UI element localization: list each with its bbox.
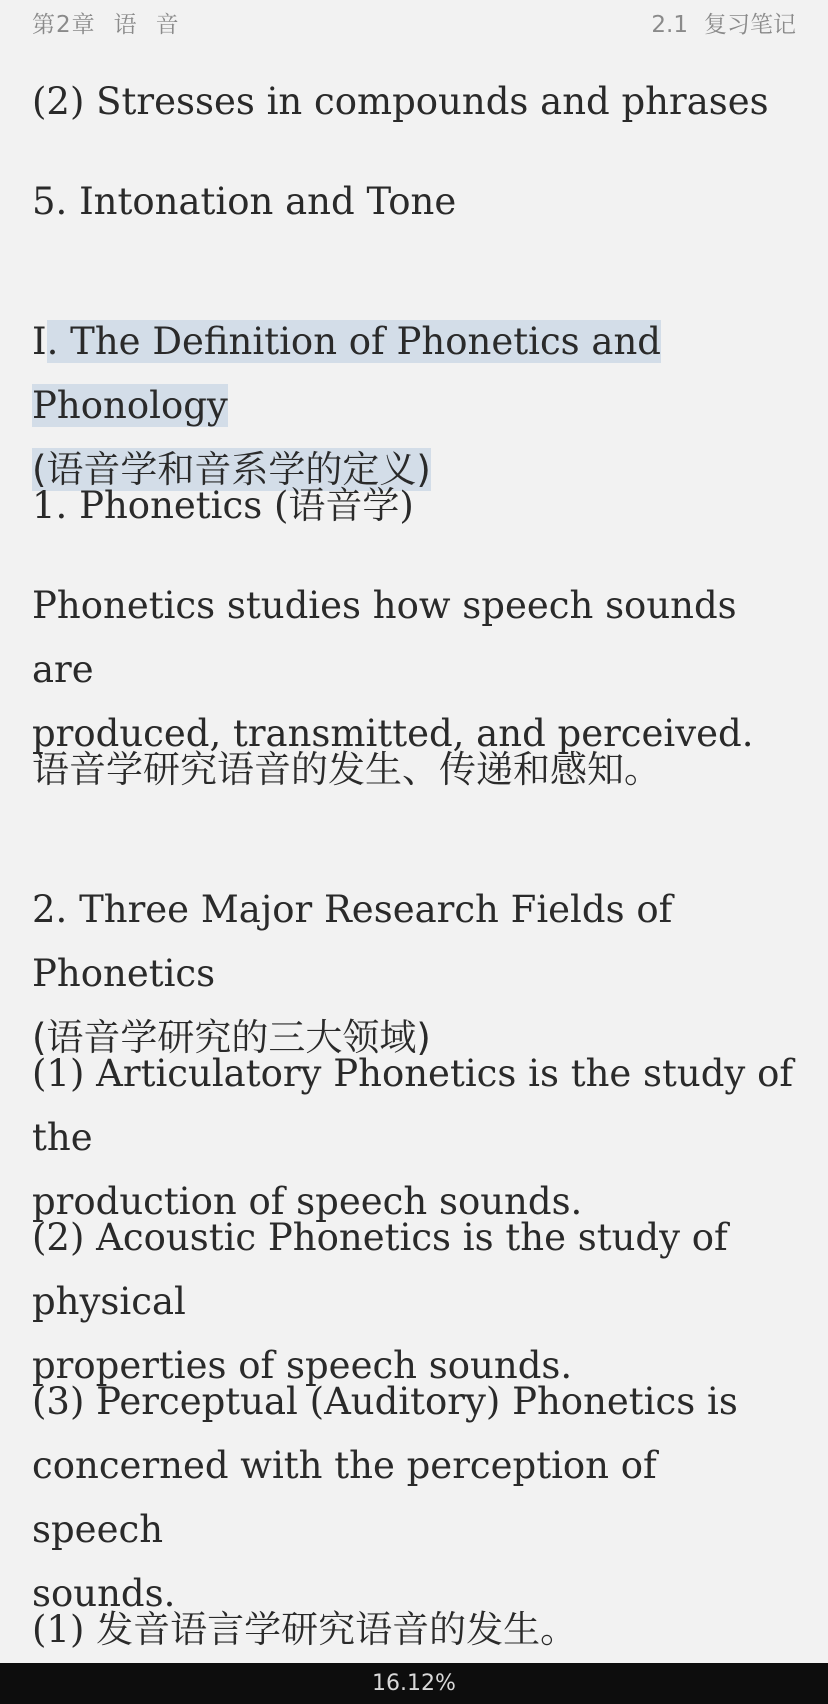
outline-item-stresses: (2) Stresses in compounds and phrases bbox=[32, 80, 769, 123]
outline-item-intonation: 5. Intonation and Tone bbox=[32, 180, 457, 223]
list-item-line: sounds. bbox=[32, 1572, 176, 1615]
subheading-line-2: (语音学研究的三大领域) bbox=[32, 1016, 431, 1059]
chapter-title-char-1: 语 bbox=[113, 12, 138, 38]
list-item-prefix: (1) bbox=[32, 1608, 97, 1651]
chapter-title-char-2: 音 bbox=[155, 12, 180, 38]
list-item-zh-articulatory bbox=[32, 1598, 794, 1662]
list-item-line: (2) Acoustic Phonetics is the study of physical bbox=[32, 1216, 728, 1323]
list-item-perceptual bbox=[32, 1370, 794, 1626]
section-number: 2.1 bbox=[651, 12, 688, 38]
list-item-line: concerned with the perception of speech bbox=[32, 1444, 657, 1551]
running-header bbox=[0, 0, 828, 44]
reading-progress-percent: 16.12% bbox=[372, 1671, 456, 1696]
phonetics-definition-zh: 语音学研究语音的发生、传递和感知。 bbox=[32, 748, 661, 791]
chapter-number: 第2章 bbox=[32, 12, 96, 38]
chapter-label bbox=[32, 6, 198, 39]
subheading-phonetics-text: 1. Phonetics (语音学) bbox=[32, 484, 414, 527]
definition-line-1: Phonetics studies how speech sounds are bbox=[32, 584, 737, 691]
section-label bbox=[635, 6, 796, 39]
heading-initial: I bbox=[32, 320, 47, 363]
list-item-line: production of speech sounds. bbox=[32, 1180, 583, 1223]
list-item-line: (3) Perceptual (Auditory) Phonetics is bbox=[32, 1380, 738, 1423]
list-item-zh-text: 发音语言学研究语音的发生。 bbox=[96, 1608, 578, 1651]
definition-line-2: produced, transmitted, and perceived. bbox=[32, 712, 754, 755]
section-title: 复习笔记 bbox=[704, 12, 796, 38]
list-item-line: (1) Articulatory Phonetics is the study of the bbox=[32, 1052, 794, 1159]
list-item-line: properties of speech sounds. bbox=[32, 1344, 573, 1387]
subheading-phonetics bbox=[32, 474, 794, 538]
highlighted-text-zh[interactable]: (语音学和音系学的定义) bbox=[32, 448, 431, 491]
highlighted-text[interactable]: . The Definition of Phonetics and Phonology bbox=[32, 320, 661, 427]
subheading-line-1: 2. Three Major Research Fields of Phonetics bbox=[32, 888, 673, 995]
reading-progress-bar bbox=[0, 1663, 828, 1704]
